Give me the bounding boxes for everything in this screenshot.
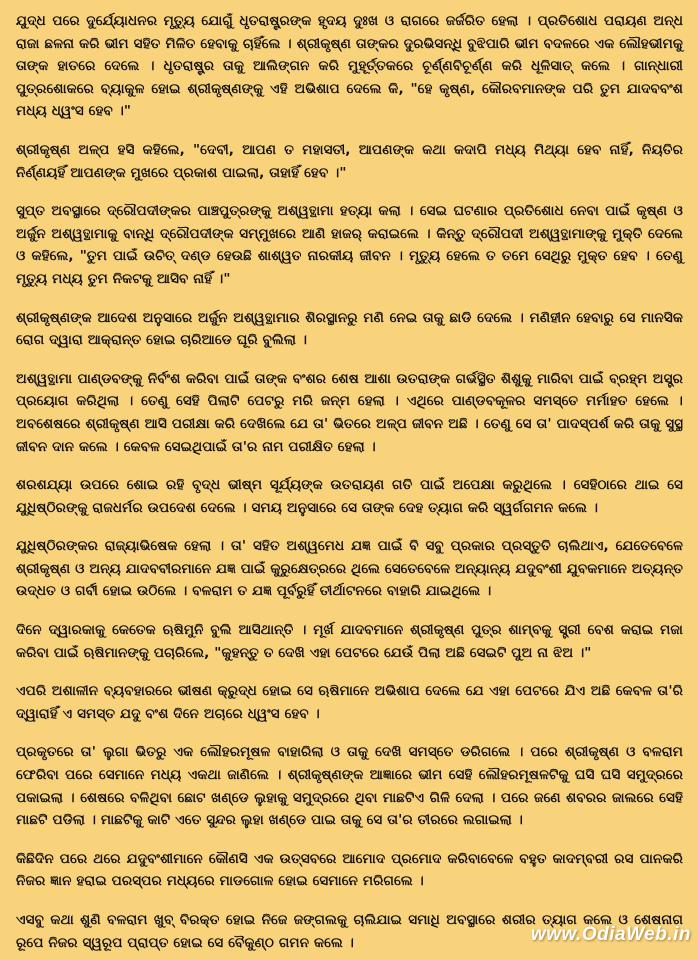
site-watermark: www.OdiaWeb.in [530,924,691,945]
paragraph-5: ଅଶ୍ୱତ୍ଥାମା ପାଣ୍ଡବଙ୍କୁ ନିର୍ବଂଶ କରିବା ପାଇଁ ତାଙ୍କ ବଂଶର ଶେଷ ଆଶା ଉତରାଙ୍କ ଗର୍ଭସ୍ଥିତ ଶିଶୁକୁ ମାରିବା ପାଇଁ ବ୍ରହ୍ମ ଅସ୍ତ୍ର ପ୍ରୟୋଗ କରିଥିଲା । ତେଣୁ ସେହି ପିଲାଟି ପେଟରୁ ମରି ଜନ୍ମ ହେଲା । ଏଥିରେ ପାଣ୍ଡବକୂଳର ସମସ୍ତେ ମର୍ମାହତ ହେଲେ । ଅବଶେଷରେ ଶ୍ରୀକୃଷ୍ଣ ଆସି ପରୀକ୍ଷା କରି ଦେଖିଲେ ଯେ ତା' ଭିତରେ ଅଳ୍ପ ଜୀବନ ଅଛି । ତେଣୁ ସେ ତା' ପାଦସ୍ପର୍ଶ କରି ତାକୁ ସୁସ୍ଥ ଜୀବନ ଦାନ କଲେ । କେବଳ ସେଇଥିପାଇଁ ତା'ର ନାମ ପରୀକ୍ଷିତ ହେଲା । [16,370,683,455]
paragraph-8: ଦିନେ ଦ୍ୱାରକାକୁ କେତେକ ଋଷିମୁନି ବୁଲି ଆସିଥାନ୍ତି । ମୂର୍ଖ ଯାଦବମାନେ ଶ୍ରୀକୃଷ୍ଣ ପୁତ୍ର ଶାମ୍ବକୁ ସ୍ତ୍ରୀ ବେଶ କରାଇ ମଜା କରିବା ପାଇଁ ଋଷିମାନଙ୍କୁ ପଚାରିଲେ, "କୁହନ୍ତୁ ତ ଦେଖି ଏହା ପେଟରେ ଯେଉଁ ପିଲା ଅଛି ସେଇଟି ପୁଅ ନା ଝିଅ ।" [16,622,683,661]
paragraph-7: ଯୁଧିଷ୍ଠିରଙ୍କର ରାଜ୍ୟାଭିଷେକ ହେଲା । ତା' ସହିତ ଅଶ୍ୱମେଧ ଯଜ୍ଞ ପାଇଁ ବି ସବୁ ପ୍ରକାର ପ୍ରସ୍ତୁତି ଚାଲିଥାଏ, ଯେତେବେଳେ ଶ୍ରୀକୃଷ୍ଣ ଓ ଅନ୍ୟ ଯାଦବବୀରମାନେ ଯଜ୍ଞ ପାଇଁ କୁରୁକ୍ଷେତ୍ରରେ ଥିଲେ ସେତେବେଳେ ଅନ୍ୟାନ୍ୟ ଯଦୁବଂଶୀ ଯୁବକମାନେ ଅତ୍ୟନ୍ତ ଉଦ୍ଧତ ଓ ଗର୍ବୀ ହୋଇ ଉଠିଲେ । ବଳରାମ ତ ଯଜ୍ଞ ପୂର୍ବରୁହିଁ ତୀର୍ଥାଟନରେ ବାହାରି ଯାଇଥିଲେ । [16,538,684,600]
paragraph-4: ଶ୍ରୀକୃଷ୍ଣଙ୍କ ଆଦେଶ ଅନୁସାରେ ଅର୍ଜୁନ ଅଶ୍ୱତ୍ଥାମାର ଶିରସ୍ଥାନରୁ ମଣି ନେଇ ତାକୁ ଛାଡି ଦେଲେ । ମଣିହୀନ ହେବାରୁ ସେ ମାନସିକ ରୋଗ ଦ୍ୱାରା ଆକ୍ରାନ୍ତ ହୋଇ ଚାରିଆଡେ ଘୂରି ବୁଲିଲା । [16,309,683,349]
paragraph-9: ଏପରି ଅଶାଳୀନ ବ୍ୟବହାରରେ ଭୀଷଣ କ୍ରୁଦ୍ଧ ହୋଇ ସେ ଋଷିମାନେ ଅଭିଶାପ ଦେଲେ ଯେ ଏହା ପେଟରେ ଯିଏ ଅଛି କେବଳ ତା'ରି ଦ୍ୱାରାହିଁ ଏ ସମସ୍ତ ଯଦୁ ବଂଶ ଦିନେ ଅଚାରେ ଧ୍ୱଂସ ହେବ । [16,683,683,722]
paragraph-2: ଶ୍ରୀକୃଷ୍ଣ ଅଳ୍ପ ହସି କହିଲେ, "ଦେବୀ, ଆପଣ ତ ମହାସତୀ, ଆପଣଙ୍କ କଥା କଦାପି ମଧ୍ୟ ମିଥ୍ୟା ହେବ ନାହିଁ, ନିୟତିର ନିର୍ଣ୍ଣୟହିଁ ଆପଣଙ୍କ ମୁଖରେ ପ୍ରକାଶ ପାଇଲା, ତାହାହିଁ ହେବ ।" [16,141,683,181]
paragraph-12: ଏସବୁ କଥା ଶୁଣି ବଳରାମ ଖୁବ୍ ବିରକ୍ତ ହୋଇ ନିଜେ ଜଙ୍ଗଲକୁ ଚାଲିଯାଇ ସମାଧି ଅବସ୍ଥାରେ ଶରୀର ତ୍ୟାଗ କଲେ ଓ ଶେଷନାଗ ରୂପେ ନିଜର ସ୍ୱରୂପ ପ୍ରାପ୍ତ ହୋଇ ସେ ବୈକୁଣ୍ଠ ଗମନ କଲେ । [16,912,683,951]
paragraph-3: ସୁପ୍ତ ଅବସ୍ଥାରେ ଦ୍ରୌପଦୀଙ୍କର ପାଞ୍ଚପୁତ୍ରଙ୍କୁ ଅଶ୍ୱତ୍ଥାମା ହତ୍ୟା କଲା । ସେଇ ଘଟଣାର ପ୍ରତିଶୋଧ ନେବା ପାଇଁ କୃଷ୍ଣ ଓ ଅର୍ଜୁନ ଅଶ୍ୱତ୍ଥାମାକୁ ବାନ୍ଧି ଦ୍ରୌପଦୀଙ୍କ ସମ୍ମୁଖରେ ଆଣି ହାଜର୍ କରାଇଲେ । କିନ୍ତୁ ଦ୍ରୌପଦୀ ଅଶ୍ୱତ୍ଥାମାଙ୍କୁ ମୁକ୍ତି ଦେଲେ ଓ କହିଲେ, "ତୁମ ପାଇଁ ଉଚିତ୍ ଦଣ୍ଡ ହେଉଛି ଶାଶ୍ୱତ ନାରକୀୟ ଜୀବନ । ମୃତ୍ୟୁ ହେଲେ ତ ତମେ ସେଥିରୁ ମୁକ୍ତ ହେବ । ତେଣୁ ମୃତ୍ୟୁ ମଧ୍ୟ ତୁମ ନିକଟକୁ ଆସିବ ନାହିଁ ।" [16,203,683,287]
paragraph-10: ପ୍ରକୃତରେ ତା' ଲୁଗା ଭିତରୁ ଏକ ଲୌହରମୂଷଳ ବାହାରିଲା ଓ ତାକୁ ଦେଖି ସମସ୍ତେ ଡରିଗଲେ । ପରେ ଶ୍ରୀକୃଷ୍ଣ ଓ ବଳରାମ ଫେରିବା ପରେ ସେମାନେ ମଧ୍ୟ ଏକଥା ଜାଣିଲେ । ଶ୍ରୀକୃଷ୍ଣଙ୍କ ଆଜ୍ଞାରେ ଭୀମ ସେହି ଲୌହରମୂଷଳଟିକୁ ଘସି ଘସି ସମୁଦ୍ରରେ ପକାଇଲା । ଶେଷରେ ବଳିଥିବା ଛୋଟ ଖଣ୍ଡେ ଲୁହାକୁ ସମୁଦ୍ରରେ ଥିବା ମାଛଟିଏ ଗିଳି ଦେଲା । ପରେ ଜଣେ ଶବରର ଜାଲରେ ସେହି ମାଛଟି ପଡିଲା । ମାଛଟିକୁ କାଟି ଏତେ ସୁନ୍ଦର ଲୁହା ଖଣ୍ଡେ ପାଇ ତାକୁ ସେ ତା'ର ତୀରରେ ଲଗାଇଲା । [16,744,683,829]
paragraph-11: କିଛିଦିନ ପରେ ଥରେ ଯଦୁବଂଶୀମାନେ କୌଣସି ଏକ ଉତ୍ସବରେ ଆମୋଦ ପ୍ରମୋଦ କରିବାବେଳେ ବହୁତ କାଦମ୍ବରୀ ରସ ପାନକରି ନିଜର ଜ୍ଞାନ ହରାଇ ପରସ୍ପର ମଧ୍ୟରେ ମାଡଗୋଳ ହୋଇ ସେମାନେ ମରିଗଲେ । [16,850,683,890]
paragraph-1: ଯୁଦ୍ଧ ପରେ ଦୁର୍ଯ୍ୟୋଧନର ମୃତ୍ୟୁ ଯୋଗୁଁ ଧୃତରାଷ୍ଟ୍ରଙ୍କ ହୃଦୟ ଦୁଃଖ ଓ ରାଗରେ ଜର୍ଜରିତ ହେଲା । ପ୍ରତିଶୋଧ ପରାୟଣ ଅନ୍ଧ ରାଜା ଛଳନା କରି ଭୀମ ସହିତ ମିଳିତ ହେବାକୁ ଚାହିଁଲେ । ଶ୍ରୀକୃଷ୍ଣ ତାଙ୍କର ଦୁରଭିସନ୍ଧି ବୁଝିପାରି ଭୀମ ବଦଳରେ ଏକ ଲୌହଭୀମକୁ ତାଙ୍କ ହାତରେ ଦେଲେ । ଧୃତରାଷ୍ଟ୍ର ତାକୁ ଆଲିଙ୍ଗନ କରି ମୁହୂର୍ତ୍ତକରେ ଚୂର୍ଣ୍ଣବିଚୂର୍ଣ୍ଣ କରି ଧୂଳିସାତ୍ କଲେ । ଗାନ୍ଧାରୀ ପୁତ୍ରଶୋକରେ ବ୍ୟାକୁଳ ହୋଇ ଶ୍ରୀକୃଷ୍ଣଙ୍କୁ ଏହି ଅଭିଶାପ ଦେଲେ କି, "ହେ କୃଷ୍ଣ, କୌରବମାନଙ୍କ ପରି ତୁମ ଯାଦବବଂଶ ମଧ୍ୟ ଧ୍ୱଂସ ହେବ ।" [16,13,683,120]
paragraph-6: ଶରଶଯ୍ୟା ଉପରେ ଶୋଇ ରହି ବୃଦ୍ଧ ଭୀଷ୍ମ ସୂର୍ଯ୍ୟଙ୍କ ଉତରାୟଣ ଗତି ପାଇଁ ଅପେକ୍ଷା କରୁଥିଲେ । ସେହିଠାରେ ଥାଇ ସେ ଯୁଧିଷ୍ଠିରଙ୍କୁ ରାଜଧର୍ମର ଉପଦେଶ ଦେଲେ । ସମୟ ଅନୁସାରେ ସେ ତାଙ୍କ ଦେହ ତ୍ୟାଗ କରି ସ୍ୱର୍ଗଗମନ କଲେ । [16,477,683,516]
